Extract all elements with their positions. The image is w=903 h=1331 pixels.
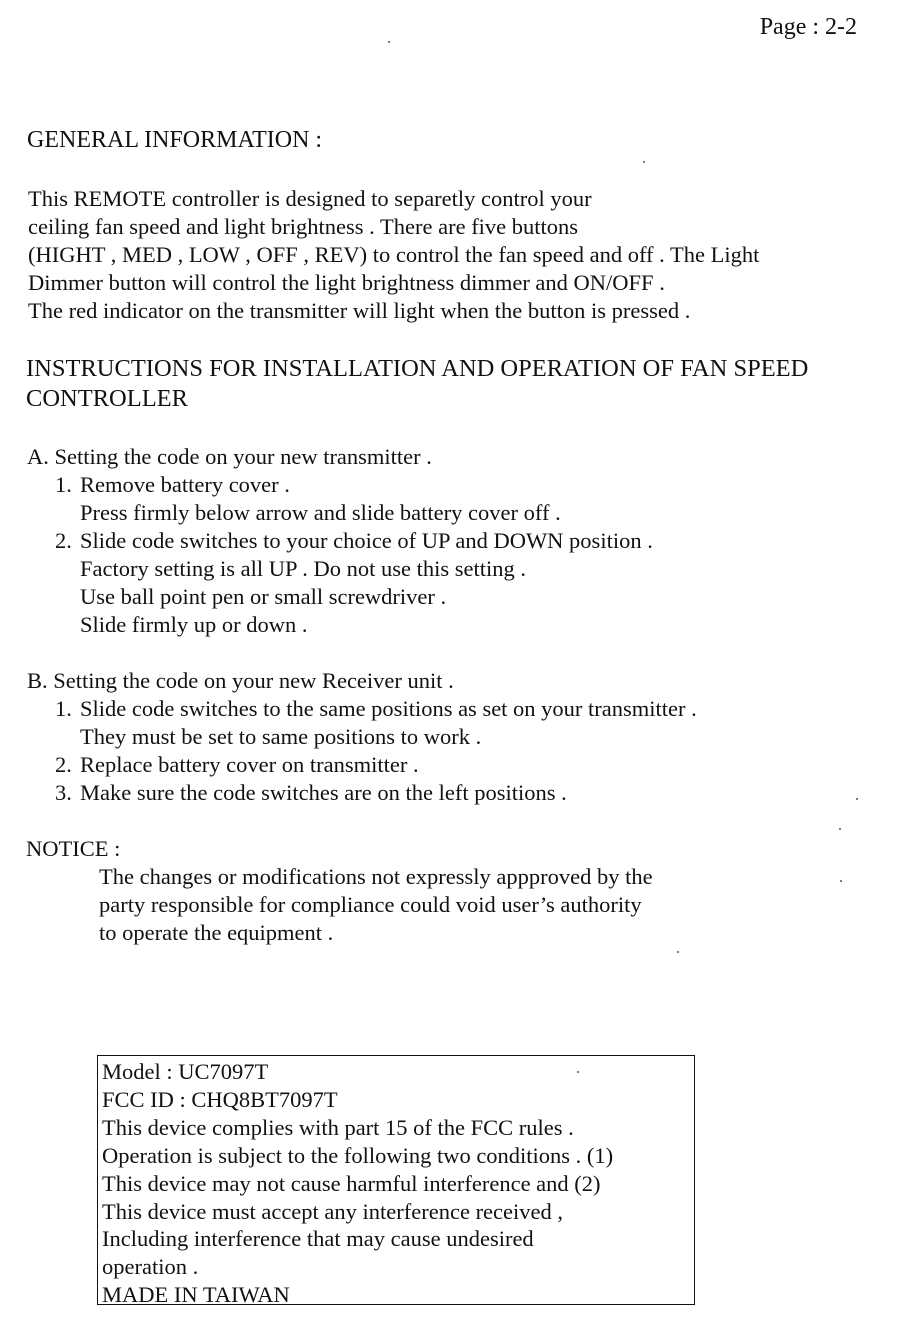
fcc-id: FCC ID : CHQ8BT7097T — [102, 1086, 338, 1112]
instructions-title-line2: CONTROLLER — [26, 385, 188, 412]
general-line: Dimmer button will control the light brightness dimmer and ON/OFF . — [28, 270, 665, 295]
general-line: (HIGHT , MED , LOW , OFF , REV) to control the fan speed and off . The Light — [28, 242, 760, 267]
scan-speck — [839, 828, 841, 830]
fcc-made-in: MADE IN TAIWAN — [102, 1282, 290, 1308]
section-b-heading: B. Setting the code on your new Receiver unit . — [27, 668, 454, 693]
general-line: The red indicator on the transmitter will light when the button is pressed . — [28, 298, 691, 323]
notice-line: to operate the equipment . — [99, 920, 334, 945]
step-subtext: They must be set to same positions to work . — [80, 724, 482, 749]
step-number: 2. — [55, 528, 72, 553]
step-text: Remove battery cover . — [80, 472, 290, 497]
fcc-line: This device complies with part 15 of the FCC rules . — [102, 1114, 574, 1140]
scan-speck — [577, 1071, 579, 1073]
step-subtext: Press firmly below arrow and slide battery cover off . — [80, 500, 561, 525]
scan-speck — [388, 41, 390, 43]
step-subtext: Use ball point pen or small screwdriver . — [80, 584, 447, 609]
step-number: 2. — [55, 752, 72, 777]
scan-speck — [856, 798, 858, 800]
step-number: 1. — [55, 472, 72, 497]
fcc-line: This device may not cause harmful interference and (2) — [102, 1170, 601, 1196]
scan-speck — [643, 161, 645, 163]
notice-line: The changes or modifications not expressly appproved by the — [99, 864, 653, 889]
step-text: Slide code switches to the same positions as set on your transmitter . — [80, 696, 697, 721]
notice-heading: NOTICE : — [26, 836, 121, 861]
fcc-label-box — [97, 1055, 695, 1308]
fcc-line: operation . — [102, 1254, 199, 1280]
general-paragraph — [28, 185, 888, 325]
step-number: 3. — [55, 780, 72, 805]
fcc-line: Operation is subject to the following two conditions . (1) — [102, 1142, 614, 1168]
fcc-line: This device must accept any interference received , — [102, 1198, 564, 1224]
section-a-heading: A. Setting the code on your new transmitter . — [27, 444, 432, 469]
general-heading: GENERAL INFORMATION : — [27, 127, 323, 153]
fcc-model: Model : UC7097T — [102, 1059, 269, 1084]
step-subtext: Slide firmly up or down . — [80, 612, 308, 637]
page-number: Page : 2-2 — [759, 14, 857, 40]
step-subtext: Factory setting is all UP . Do not use this setting . — [80, 556, 527, 581]
general-line: ceiling fan speed and light brightness . There are five buttons — [28, 214, 579, 239]
notice-line: party responsible for compliance could void user’s authority — [99, 892, 642, 917]
step-text: Slide code switches to your choice of UP and DOWN position . — [80, 528, 653, 553]
general-line: This REMOTE controller is designed to separetly control your — [28, 186, 592, 211]
scan-speck — [840, 880, 842, 882]
step-number: 1. — [55, 696, 72, 721]
instructions-title — [26, 354, 808, 414]
fcc-line: Including interference that may cause undesired — [102, 1226, 534, 1252]
scan-speck — [677, 951, 679, 953]
step-text: Make sure the code switches are on the left positions . — [80, 780, 567, 805]
step-text: Replace battery cover on transmitter . — [80, 752, 419, 777]
instructions-title-line1: INSTRUCTIONS FOR INSTALLATION AND OPERATION OF FAN SPEED — [26, 355, 809, 382]
